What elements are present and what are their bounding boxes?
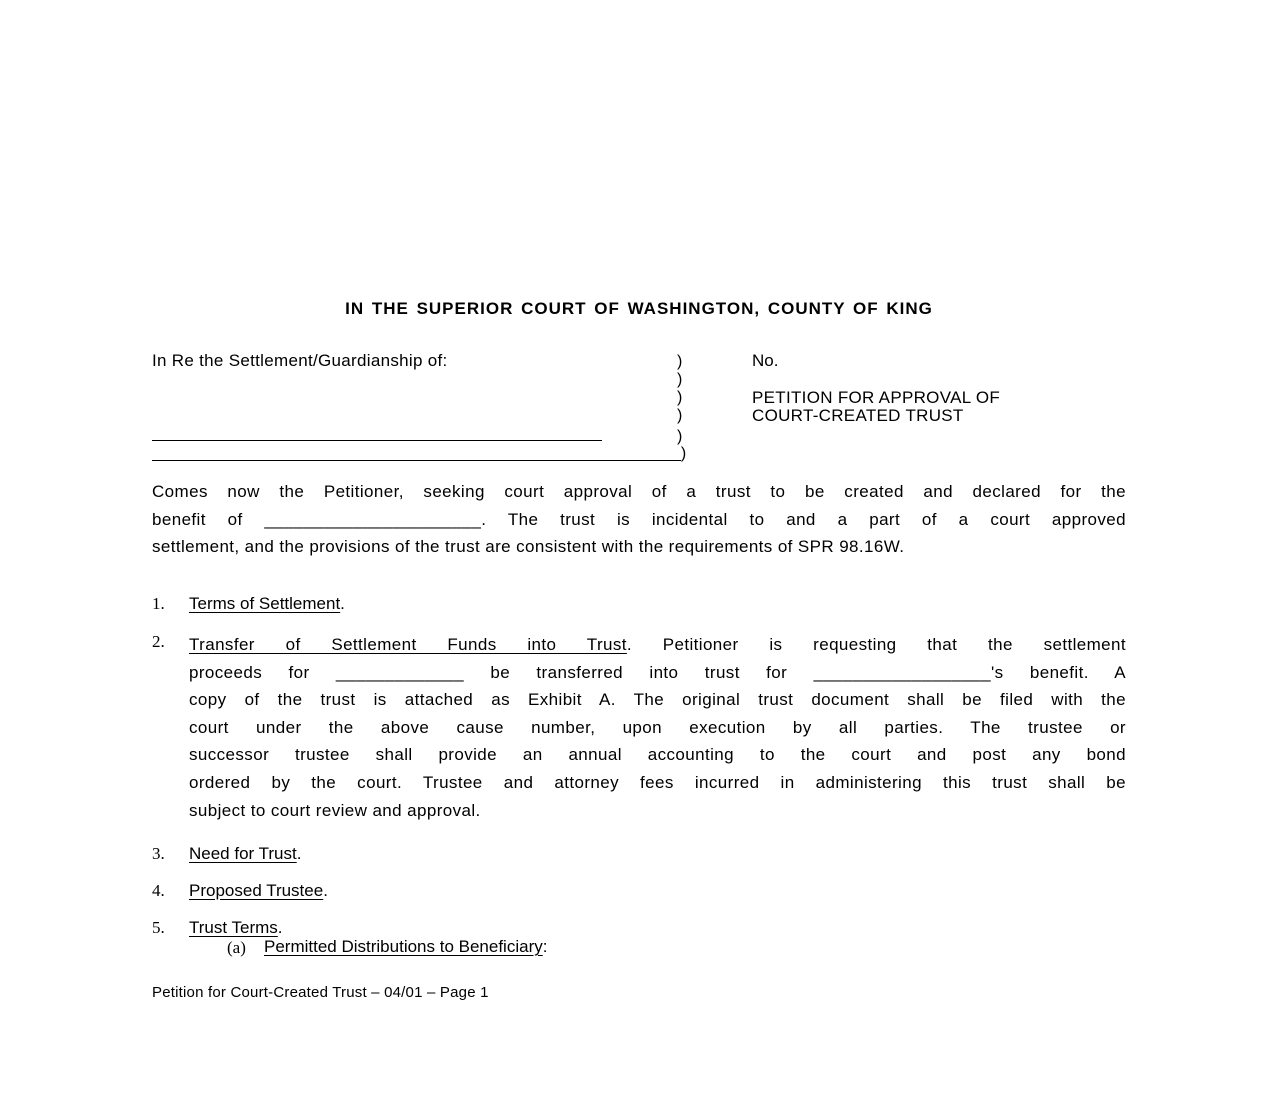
section-number: 4. [152,881,165,900]
section-2-paragraph [189,631,1126,824]
section-number: 5. [152,918,165,937]
caption-paren: ) [677,389,683,406]
section-title: Proposed Trustee [189,881,324,900]
intro-line: benefit of ______________________. The trust is incidental to and a part of a court approved [152,509,1126,529]
section-1-heading: Terms of Settlement. [189,594,345,613]
subsection-label: (a) [227,938,246,957]
intro-line: settlement, and the provisions of the trust are consistent with the requirements of SPR 98.16W. [152,537,905,556]
caption-paren: ) [677,428,683,445]
section-number: 2. [152,632,165,651]
section-2-line: copy of the trust is attached as Exhibit A. The original trust document shall be filed with the [189,690,1126,710]
section-4-heading: Proposed Trustee. [189,881,328,900]
section-3-heading: Need for Trust. [189,844,302,863]
section-2-line: subject to court review and approval. [189,800,481,820]
caption-paren-last: _) [672,445,687,462]
section-title: Transfer of Settlement Funds into Trust [189,635,627,654]
section-2-line: Transfer of Settlement Funds into Trust. Petitioner is requesting that the settlement [189,635,1126,654]
party-name-blank-line [152,460,679,461]
section-2-line: court under the above cause number, upon execution by all parties. The trustee or [189,717,1126,737]
section-title: Terms of Settlement [189,594,341,613]
document-title-line-2: COURT-CREATED TRUST [752,406,964,425]
section-2-line: proceeds for _____________ be transferred into trust for __________________'s benefit. A [189,662,1126,682]
section-title: Need for Trust [189,844,297,863]
case-number-label: No. [752,351,779,370]
section-2-line: ordered by the court. Trustee and attorney fees incurred in administering this trust shall be [189,772,1126,792]
court-heading: IN THE SUPERIOR COURT OF WASHINGTON, COUNTY OF KING [345,299,933,318]
caption-paren: ) [677,371,683,388]
caption-paren: ) [677,353,683,370]
page-footer: Petition for Court-Created Trust – 04/01 – Page 1 [152,984,489,1001]
subsection-title: Permitted Distributions to Beneficiary [264,937,543,956]
party-name-blank-line [152,440,602,441]
in-re-label: In Re the Settlement/Guardianship of: [152,351,448,370]
intro-paragraph [152,478,1126,561]
caption-paren: ) [677,407,683,424]
section-title: Trust Terms [189,918,278,937]
intro-line: Comes now the Petitioner, seeking court approval of a trust to be created and declared for the [152,482,1126,501]
section-5-heading: Trust Terms. [189,918,283,937]
section-number: 3. [152,844,165,863]
section-number: 1. [152,594,165,613]
section-2-line: successor trustee shall provide an annual accounting to the court and post any bond [189,745,1126,765]
subsection-a-heading: Permitted Distributions to Beneficiary: [264,937,548,956]
document-title [752,389,1000,425]
document-title-line-1: PETITION FOR APPROVAL OF [752,388,1001,407]
